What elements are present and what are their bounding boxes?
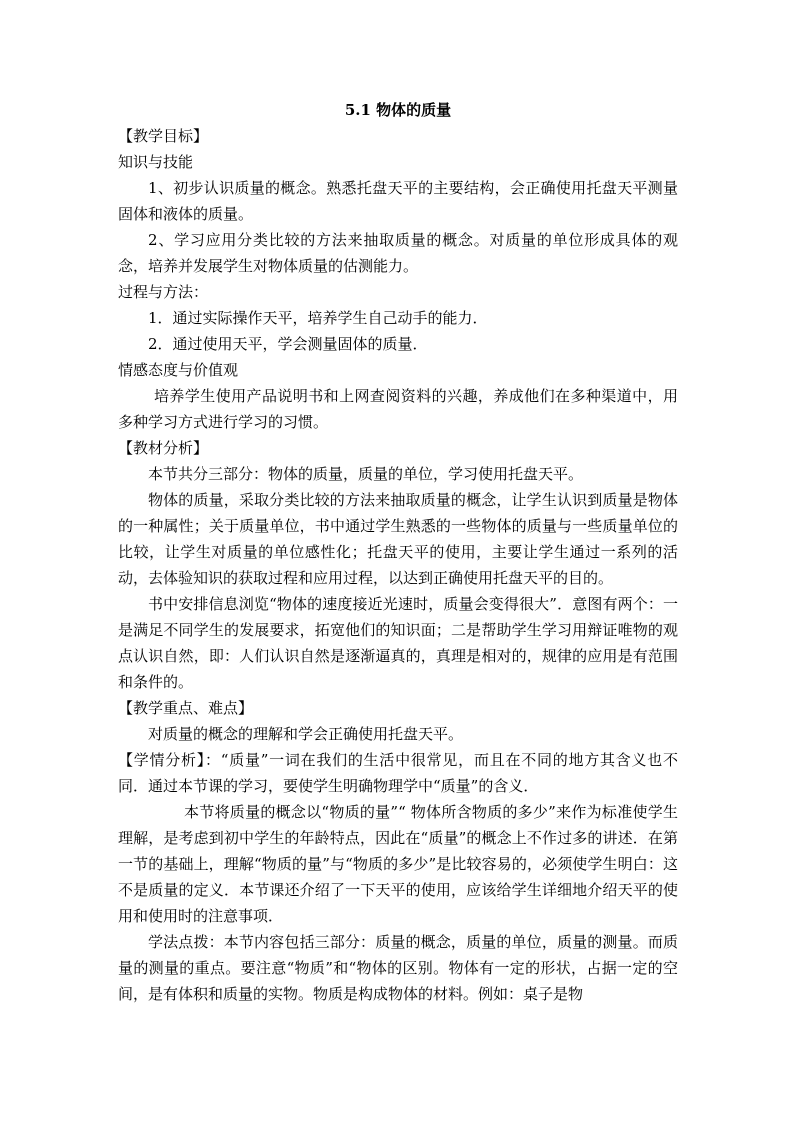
subheading-process: 过程与方法： (118, 283, 209, 301)
paragraph-emotion-1: 培养学生使用产品说明书和上网查阅资料的兴趣，养成他们在多种渠道中，用多种学习方式进行学习的习惯。 (118, 387, 678, 431)
subheading-knowledge: 知识与技能 (118, 153, 194, 171)
paragraph-knowledge-1: 1、初步认识质量的概念。熟悉托盘天平的主要结构，会正确使用托盘天平测量固体和液体的质量。 (118, 179, 678, 223)
paragraph-knowledge-2: 2、学习应用分类比较的方法来抽取质量的概念。对质量的单位形成具体的观念，培养并发展学生对物体质量的估测能力。 (118, 231, 678, 275)
section-heading-goals: 【教学目标】 (118, 127, 209, 145)
document-body (118, 97, 678, 1007)
paragraph-focus-1: 对质量的概念的理解和学会正确使用托盘天平。 (148, 725, 464, 743)
learner-text-1: ：“质量”一词在我们的生活中很常见，而且在不同的地方其含义也不同．通过本节课的学习，要使学生明确物理学中“质量”的含义． (118, 751, 678, 795)
section-heading-material: 【教材分析】 (118, 439, 209, 457)
document-title: 5.1 物体的质量 (344, 101, 452, 119)
paragraph-learner-2: 本节将质量的概念以“物质的量”“ 物体所含物质的多少”来作为标准使学生理解，是考虑到初中学生的年龄特点，因此在“质量”的概念上不作过多的讲述．在第一节的基础上，理解“物质的量”与“物质的多少”是比较容易的，必须使学生明白：这不是质量的定义．本节课还介绍了一下天平的使用，应该给学生详细地介绍天平的使用和使用时的注意事项． (118, 803, 678, 925)
paragraph-process-2: 2．通过使用天平，学会测量固体的质量． (148, 335, 428, 353)
subheading-emotion: 情感态度与价值观 (118, 361, 239, 379)
paragraph-material-3: 书中安排信息浏览“物体的速度接近光速时，质量会变得很大”．意图有两个：一是满足不同学生的发展要求，拓宽他们的知识面；二是帮助学生学习用辩证唯物的观点认识自然，即：人们认识自然是逐渐逼真的，真理是相对的，规律的应用是有范围和条件的。 (118, 595, 678, 691)
section-heading-focus: 【教学重点、难点】 (118, 699, 254, 717)
paragraph-material-1: 本节共分三部分：物体的质量，质量的单位，学习使用托盘天平。 (148, 465, 584, 483)
section-heading-learner: 【学情分析】 (118, 751, 206, 769)
paragraph-method-1: 学法点拨：本节内容包括三部分：质量的概念，质量的单位，质量的测量。而质量的测量的重点。要注意“物质”和“物体的区别。物体有一定的形状，占据一定的空间，是有体积和质量的实物。物质是构成物体的材料。例如：桌子是物 (118, 933, 678, 1003)
paragraph-material-2: 物体的质量，采取分类比较的方法来抽取质量的概念，让学生认识到质量是物体的一种属性；关于质量单位，书中通过学生熟悉的一些物体的质量与一些质量单位的比较，让学生对质量的单位感性化；托盘天平的使用，主要让学生通过一系列的活动，去体验知识的获取过程和应用过程，以达到正确使用托盘天平的目的。 (118, 491, 678, 587)
paragraph-learner-1 (118, 747, 678, 799)
paragraph-process-1: 1．通过实际操作天平，培养学生自己动手的能力． (148, 309, 488, 327)
